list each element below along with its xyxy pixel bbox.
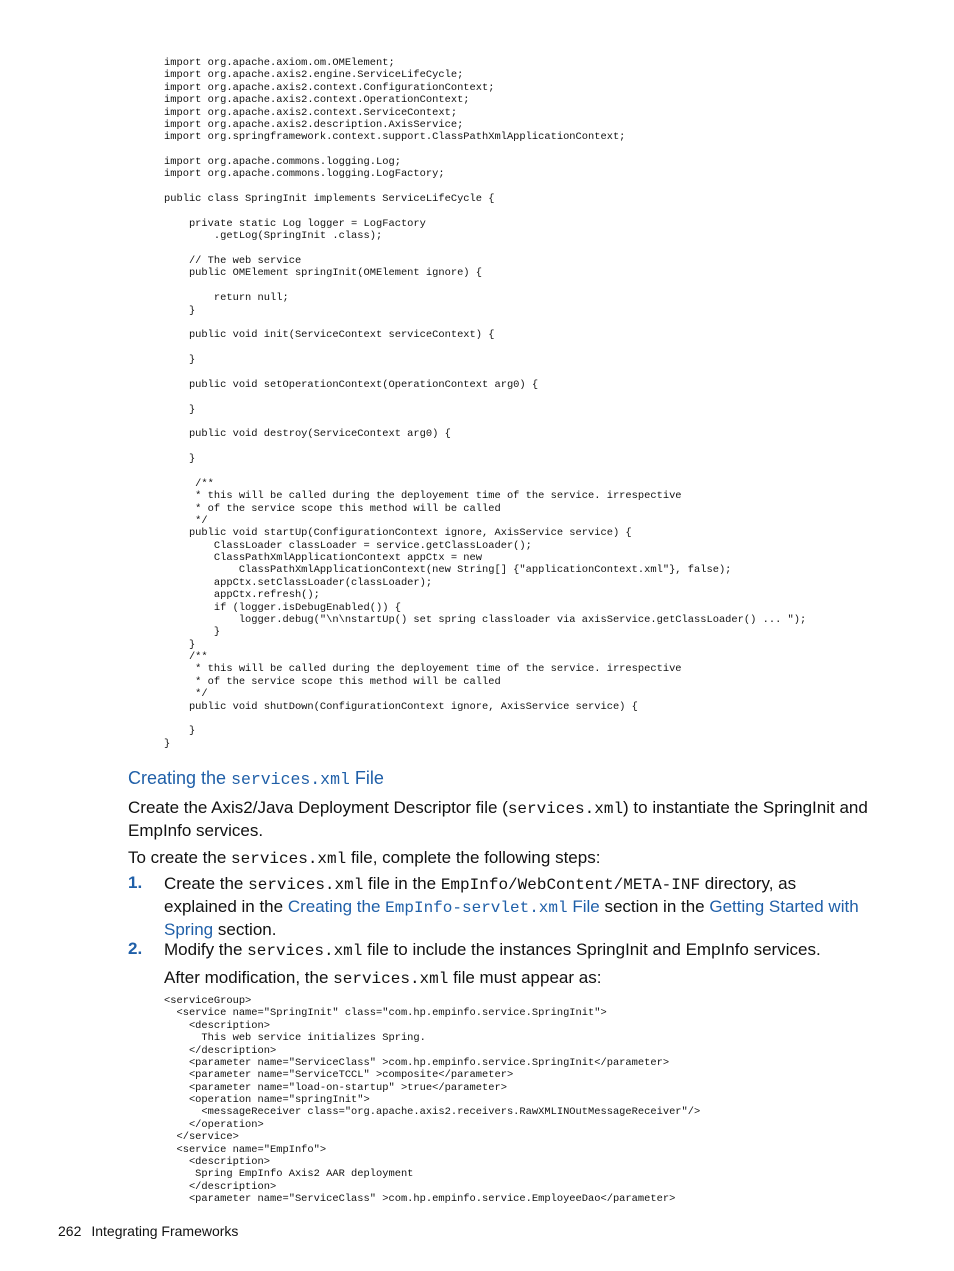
steps-intro-text-2: file, complete the following steps: — [346, 848, 601, 867]
step-1-part: directory, as explained in the — [164, 874, 797, 916]
after-modification-text — [164, 967, 864, 990]
page-number: 262 — [58, 1223, 82, 1239]
intro-text-1: Create the Axis2/Java Deployment Descriptor file ( — [128, 798, 508, 817]
heading-prefix: Creating the — [128, 768, 232, 788]
xml-code-block: <serviceGroup> <service name="SpringInit" class="com.hp.empinfo.service.SpringInit"> <description> This web service initializes Spring. </description> <parameter name="ServiceClass" >com.hp.empinfo.service.SpringInit</parameter> <parameter name="ServiceTCCL" >composite</parameter> <parameter name="load-on-startup" >true</parameter> <operation name="springInit"> <messageReceiver class="org.apache.axis2.receivers.RawXMLINOutMessageReceiver"/> </operation> </service> <service name="EmpInfo"> <description> Spring EmpInfo Axis2 AAR deployment </description> <parameter name="ServiceClass" >com.hp.empinfo.service.EmployeeDao</parameter> — [164, 995, 701, 1205]
step-1-part: file in the — [363, 874, 441, 893]
after-mod-code: services.xml — [333, 970, 449, 988]
link-creating-empinfo-servlet[interactable] — [288, 897, 600, 916]
step-1-part: Create the — [164, 874, 249, 893]
steps-intro-text-1: To create the — [128, 848, 232, 867]
link-text: Creating the — [287, 897, 386, 916]
step-number-1: 1. — [128, 873, 143, 892]
step-2-part: Modify the — [164, 940, 248, 959]
after-mod-part: file must appear as: — [448, 968, 602, 987]
page-footer — [58, 1223, 238, 1239]
java-code-block: import org.apache.axiom.om.OMElement; import org.apache.axis2.engine.ServiceLifeCycle; import org.apache.axis2.context.ConfigurationContext; import org.apache.axis2.context.OperationContext; import org.apache.axis2.context.ServiceContext; import org.apache.axis2.description.AxisService; import org.springframework.context.support.ClassPathXmlApplicationContext; import org.apache.commons.logging.Log; import org.apache.commons.logging.LogFactory; public class SpringInit implements ServiceLifeCycle { private static Log logger = LogFactory .getLog(SpringInit .class); // The web service public OMElement springInit(OMElement ignore) { return null; } public void init(ServiceContext serviceContext) { } public void setOperationContext(OperationContext arg0) { } public void destroy(ServiceContext arg0) { } /** * this will be called during the deployement time of the service. irrespective * of the service scope this method will be called */ public void startUp(ConfigurationContext ignore, AxisService service) { ClassLoader classLoader = service.getClassLoader(); ClassPathXmlApplicationContext appCtx = new ClassPathXmlApplicationContext(new String[] {"applicationContext.xml"}, false); appCtx.setClassLoader(classLoader); appCtx.refresh(); if (logger.isDebugEnabled()) { logger.debug("\n\nstartUp() set spring classloader via axisService.getClassLoader() ... "); } } /** * this will be called during the deployement time of the service. irrespective * of the service scope this method will be called */ public void shutDown(ConfigurationContext ignore, AxisService service) { } } — [164, 57, 807, 750]
intro-paragraph — [128, 797, 868, 841]
steps-intro-code: services.xml — [231, 850, 347, 868]
steps-intro — [128, 847, 868, 870]
step-1-code-1: services.xml — [248, 876, 364, 894]
step-number-2: 2. — [128, 939, 143, 958]
step-2-code: services.xml — [247, 942, 363, 960]
intro-code: services.xml — [507, 800, 624, 818]
section-heading — [128, 768, 384, 789]
link-getting-started-spring[interactable]: Getting Started with Spring — [164, 897, 859, 939]
intro-text-2: ) to instantiate the SpringInit and EmpInfo services. — [128, 798, 868, 840]
step-1-code-2: EmpInfo/WebContent/META-INF — [440, 876, 701, 894]
heading-code: services.xml — [231, 770, 350, 789]
chapter-title: Integrating Frameworks — [91, 1223, 239, 1239]
link-suffix: File — [567, 897, 600, 916]
step-2-text — [164, 939, 864, 962]
step-2-part: file to include the instances SpringInit and EmpInfo services. — [362, 940, 821, 959]
step-1-part: section in the — [599, 897, 710, 916]
heading-suffix: File — [349, 768, 384, 788]
step-1-part: section. — [213, 920, 277, 939]
step-1-text — [164, 873, 864, 940]
after-mod-part: After modification, the — [164, 968, 334, 987]
link-code: EmpInfo-servlet.xml — [385, 899, 568, 917]
